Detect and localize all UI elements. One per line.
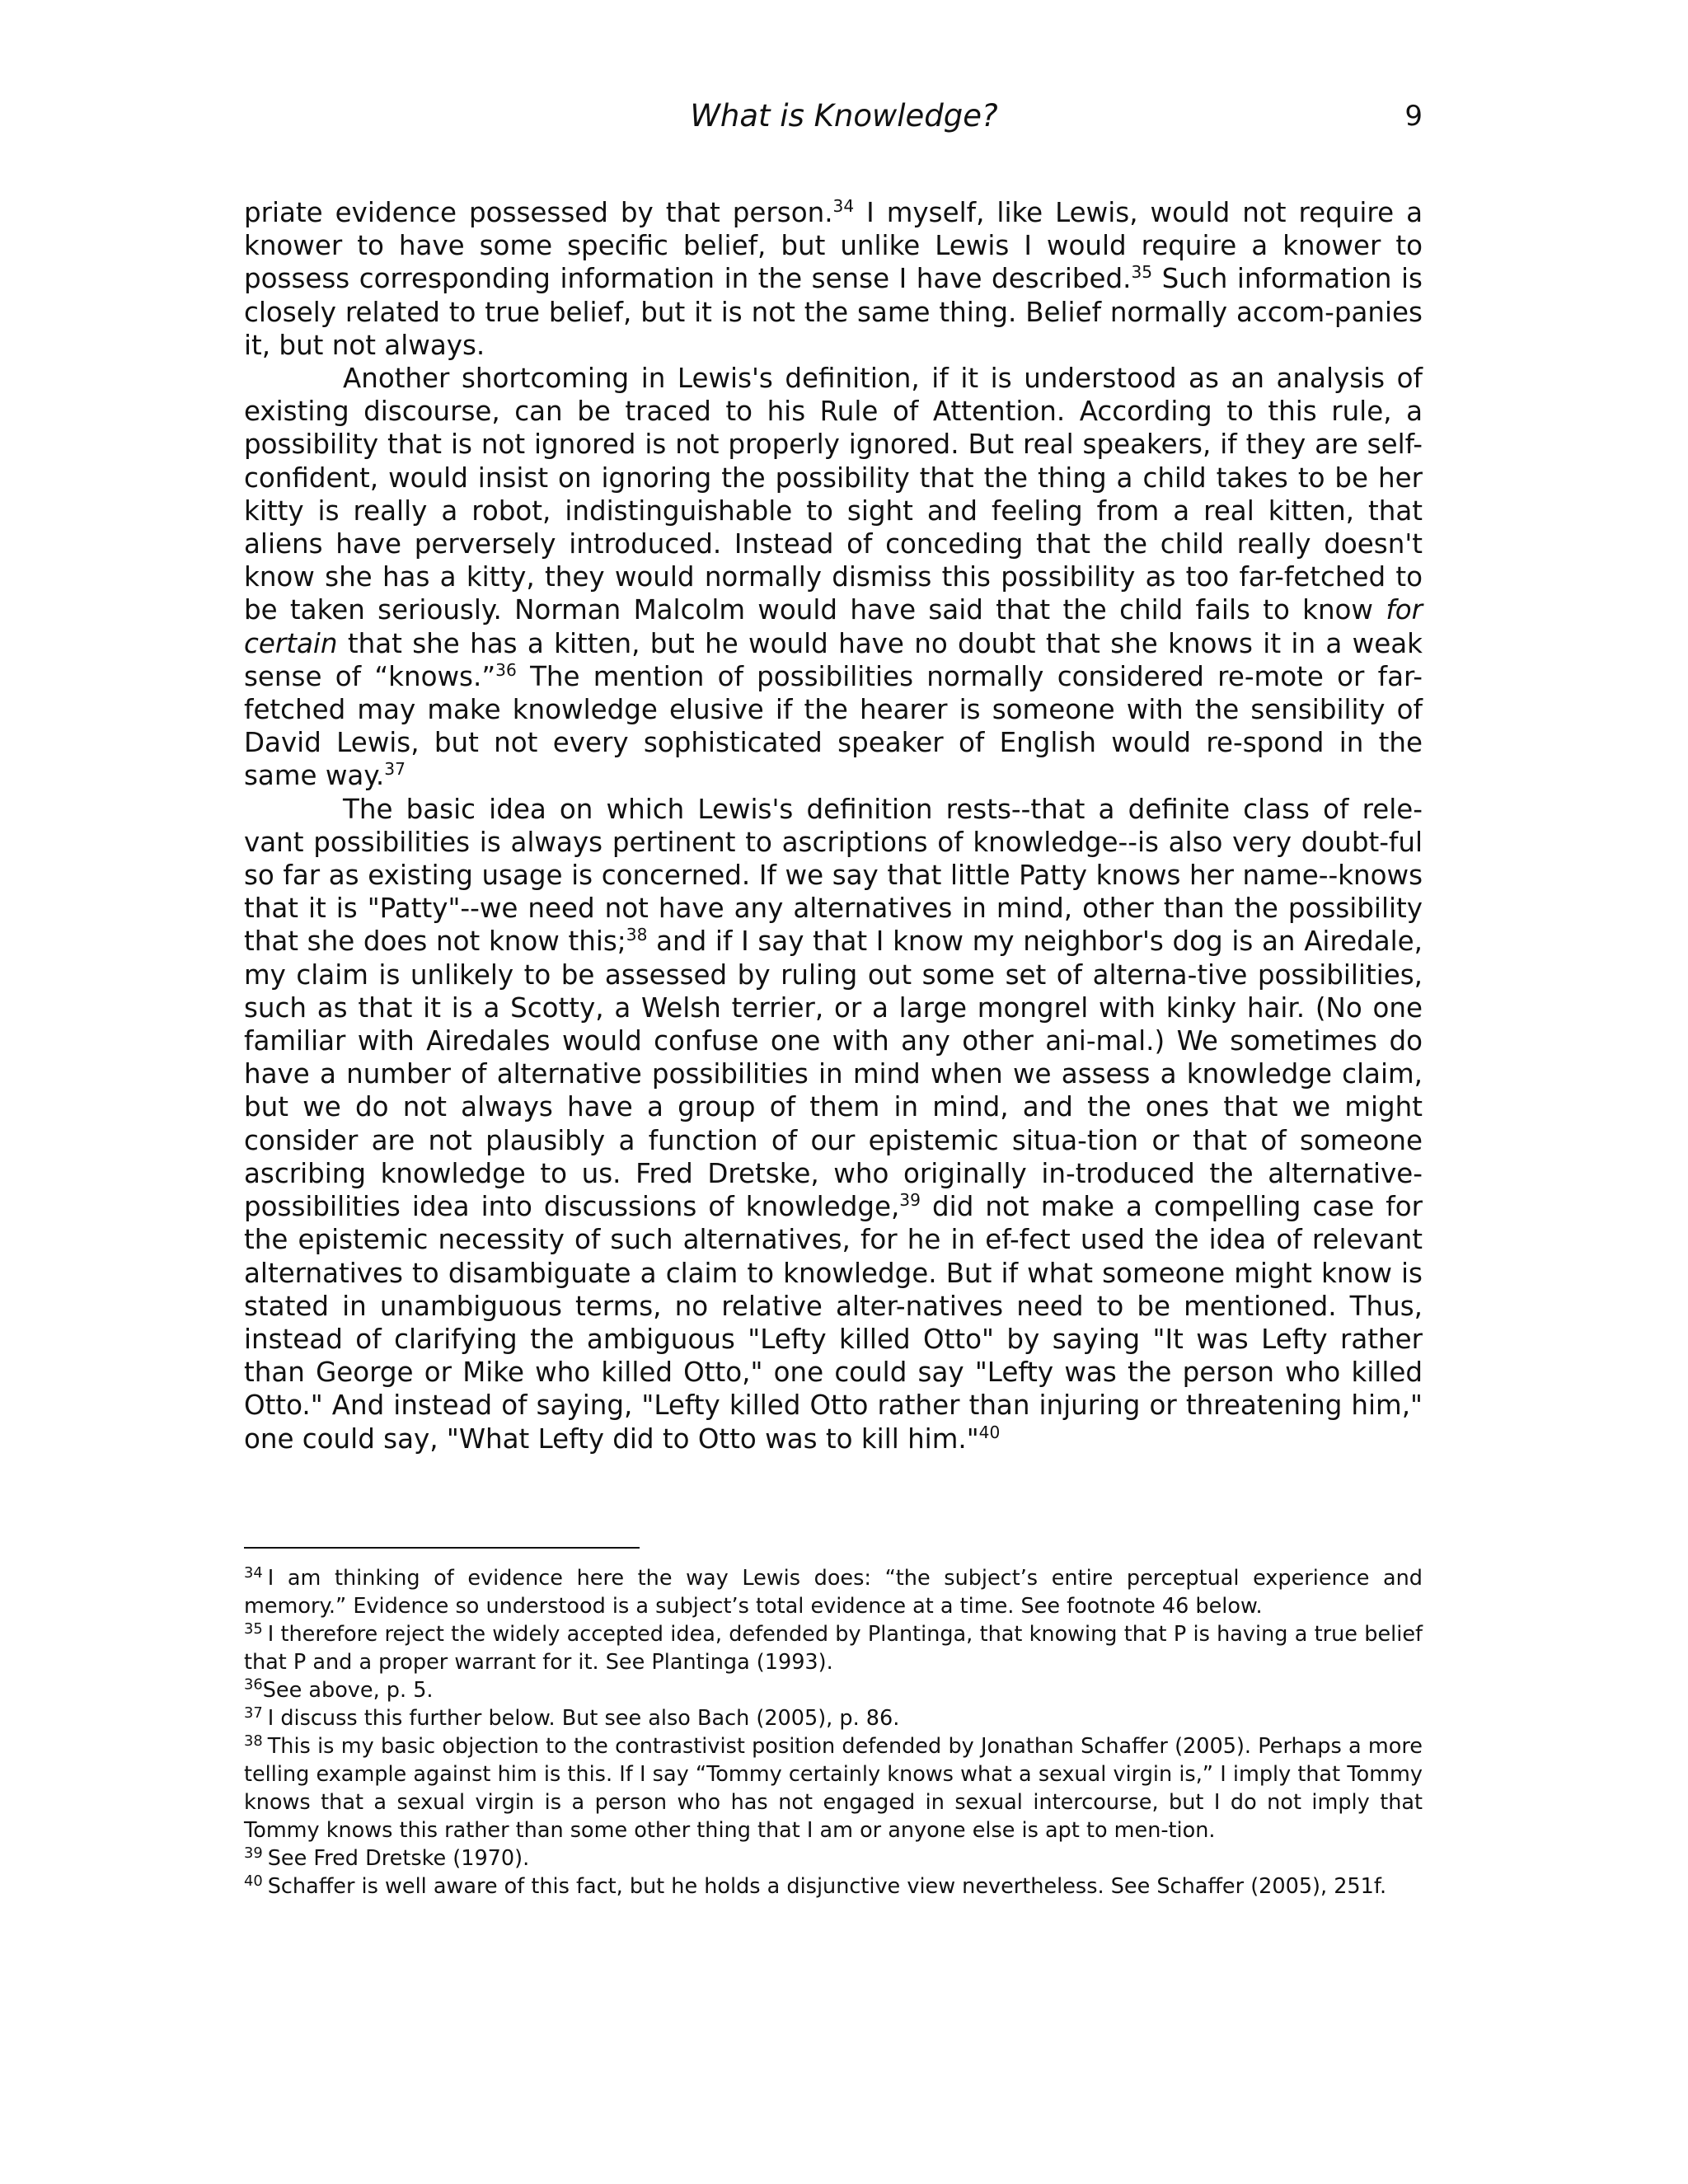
- text-run: priate evidence possessed by that person.: [244, 197, 833, 228]
- text-run: Such information is closely related to true belief, but it is not the same thing. Belief normally accom-panies it, but not always.: [244, 263, 1423, 361]
- page-number: 9: [1404, 100, 1423, 133]
- footnote-number: 35: [244, 1619, 263, 1638]
- footnote-ref: 38: [626, 925, 648, 945]
- footnote: [244, 1844, 1423, 1872]
- footnote-number: 37: [244, 1704, 263, 1722]
- footnote-ref: 36: [495, 660, 517, 681]
- footnote-number: 40: [244, 1872, 263, 1890]
- footnote-separator: [244, 1547, 640, 1549]
- body-text: [244, 196, 1423, 1455]
- text-run: did not make a compelling case for the epistemic necessity of such alternatives, for he in ef-fect used the idea of relevant alternatives to disambiguate a claim to knowledge. But if what someone might know is stated in unambiguous terms, no relative alter-natives need to be mentioned. Thus, instead of clarifying the ambiguous "Lefty killed Otto" by saying "It was Lefty rather than George or Mike who killed Otto," one could say "Lefty was the person who killed Otto." And instead of saying, "Lefty killed Otto rather than injuring or threatening him," one could say, "What Lefty did to Otto was to kill him.": [244, 1191, 1423, 1455]
- paragraph: [244, 196, 1423, 362]
- footnote-ref: 39: [899, 1190, 921, 1211]
- footnote-text: I discuss this further below. But see also Bach (2005), p. 86.: [267, 1706, 900, 1731]
- footnote-number: 36: [244, 1675, 263, 1694]
- text-run: The mention of possibilities normally considered re-mote or far-fetched may make knowledge elusive if the hearer is someone with the sensibility of David Lewis, but not every sophisticated speaker of English would re-spond in the same way.: [244, 660, 1423, 792]
- footnotes: [244, 1564, 1423, 1900]
- footnote-text: See Fred Dretske (1970).: [267, 1846, 530, 1871]
- footnote-number: 34: [244, 1563, 263, 1582]
- text-run: Another shortcoming in Lewis's definition, if it is understood as an analysis of existing discourse, can be traced to his Rule of Attention. According to this rule, a possibility that is not ignored is not properly ignored. But real speakers, if they are self-confident, would insist on ignoring the possibility that the thing a child takes to be her kitty is really a robot, indistinguishable to sight and feeling from a real kitten, that aliens have perversely introduced. Instead of conceding that the child really doesn't know she has a kitty, they would normally dismiss this possibility as too far-fetched to be taken seriously. Norman Malcolm would have said that the child fails to know: [244, 363, 1423, 626]
- footnote: [244, 1872, 1423, 1900]
- footnote-text: See above, p. 5.: [262, 1678, 434, 1703]
- footnote: [244, 1704, 1423, 1732]
- text-run: The basic idea on which Lewis's definition rests--that a definite class of rele-vant possibilities is always pertinent to ascriptions of knowledge--is also very doubt-ful so far as existing usage is concerned. If we say that little Patty knows her name--knows that it is "Patty"--we need not have any alternatives in mind, other than the possibility that she does not know this;: [244, 793, 1423, 958]
- footnote: [244, 1732, 1423, 1844]
- footnote-number: 38: [244, 1732, 263, 1750]
- footnote: [244, 1620, 1423, 1676]
- footnote-ref: 35: [1131, 262, 1153, 283]
- footnote: [244, 1676, 1423, 1704]
- footnote-number: 39: [244, 1844, 263, 1862]
- footnote-text: This is my basic objection to the contrastivist position defended by Jonathan Schaffer (2005). Perhaps a more telling example against him is this. If I say “Tommy certainly knows what a sexual virgin is,” I imply that Tommy knows that a sexual virgin is a person who has not engaged in sexual intercourse, but I do not imply that Tommy knows this rather than some other thing that I am or anyone else is apt to men-tion.: [244, 1734, 1423, 1843]
- footnote-ref: 34: [832, 196, 855, 217]
- footnote-ref: 37: [384, 759, 406, 780]
- paragraph: [244, 793, 1423, 1455]
- text-run: I myself, like Lewis, would not require a knower to have some specific belief, but unlike Lewis I would require a knower to possess corresponding information in the sense I have described.: [244, 197, 1423, 295]
- text-run: and if I say that I know my neighbor's dog is an Airedale, my claim is unlikely to be assessed by ruling out some set of alterna-tive possibilities, such as that it is a Scotty, a Welsh terrier, or a large mongrel with kinky hair. (No one familiar with Airedales would confuse one with any other ani-mal.) We sometimes do have a number of alternative possibilities in mind when we assess a knowledge claim, but we do not always have a group of them in mind, and the ones that we might consider are not plausibly a function of our epistemic situa-tion or that of someone ascribing knowledge to us. Fred Dretske, who originally in-troduced the alternative-possibilities idea into discussions of knowledge,: [244, 926, 1423, 1223]
- page-title: What is Knowledge?: [690, 98, 998, 134]
- footnote-text: I therefore reject the widely accepted idea, defended by Plantinga, that knowing that P is having a true belief that P and a proper warrant for it. See Plantinga (1993).: [244, 1622, 1423, 1675]
- footnote-ref: 40: [978, 1422, 1001, 1442]
- paragraph: [244, 362, 1423, 793]
- footnote: [244, 1564, 1423, 1620]
- footnote-text: I am thinking of evidence here the way Lewis does: “the subject’s entire perceptual experience and memory.” Evidence so understood is a subject’s total evidence at a time. See footnote 46 below.: [244, 1566, 1423, 1619]
- text-run: that she has a kitten, but he would have no doubt that she knows it in a weak sense of “knows.”: [244, 627, 1423, 692]
- footnote-text: Schaffer is well aware of this fact, but he holds a disjunctive view nevertheless. See Schaffer (2005), 251f.: [267, 1874, 1387, 1899]
- emphasis-text: for certain: [244, 594, 1423, 659]
